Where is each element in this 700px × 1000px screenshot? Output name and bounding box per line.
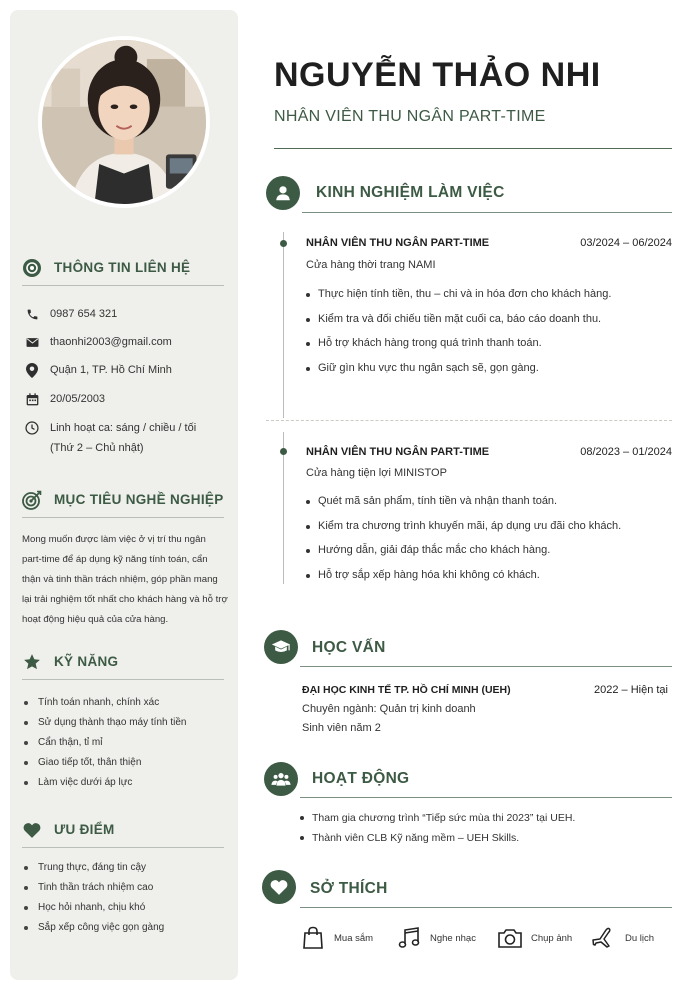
- skills-heading: [22, 650, 224, 680]
- job-date: 03/2024 – 06/2024: [580, 237, 672, 249]
- target-icon: [22, 490, 42, 510]
- contact-availability: [24, 418, 196, 458]
- location-pin-icon: [24, 360, 40, 380]
- list-item: Trung thực, đáng tin cậy: [22, 858, 164, 878]
- candidate-role: NHÂN VIÊN THU NGÂN PART-TIME: [274, 108, 546, 125]
- strengths-heading-label: ƯU ĐIỂM: [54, 822, 115, 837]
- list-item: Hỗ trợ sắp xếp hàng hóa khi không có khách.: [306, 563, 621, 588]
- job-title: NHÂN VIÊN THU NGÂN PART-TIME: [306, 446, 490, 458]
- list-item: Quét mã sản phẩm, tính tiền và nhận thanh toán.: [306, 489, 621, 514]
- list-item: Sắp xếp công việc gọn gàng: [22, 918, 164, 938]
- graduation-cap-icon: [264, 630, 298, 664]
- list-item: Giao tiếp tốt, thân thiện: [22, 753, 186, 773]
- list-item: Học hỏi nhanh, chịu khó: [22, 898, 164, 918]
- person-badge-icon: [266, 176, 300, 210]
- candidate-name: NGUYỄN THẢO NHI: [274, 56, 601, 94]
- timeline-line: [283, 232, 284, 418]
- education-date: 2022 – Hiện tại: [594, 684, 668, 696]
- skills-heading-label: KỸ NĂNG: [54, 654, 119, 669]
- clock-icon: [24, 418, 40, 438]
- heart-badge-icon: [262, 870, 296, 904]
- list-item: Tinh thần trách nhiệm cao: [22, 878, 164, 898]
- timeline-dot: [280, 448, 287, 455]
- hobby-label: Chụp ảnh: [531, 932, 573, 944]
- address-value: Quận 1, TP. Hồ Chí Minh: [50, 364, 172, 376]
- job-task-list: [306, 282, 611, 380]
- list-item: Kiểm tra và đối chiếu tiền mặt cuối ca, báo cáo doanh thu.: [306, 307, 611, 332]
- activities-divider: [300, 797, 672, 798]
- profile-photo: [38, 36, 210, 208]
- heart-icon: [22, 820, 42, 840]
- objective-text: Mong muốn được làm việc ở vị trí thu ngân part-time để áp dụng kỹ năng tính toán, cẩn thận và tinh thần trách nhiệm, góp phần mang lại trải nghiệm tốt nhất cho khách hàng và hỗ trợ hoạt động hiệu quả của cửa hàng.: [22, 534, 228, 625]
- music-note-icon: [396, 924, 422, 952]
- experience-heading: KINH NGHIỆM LÀM VIỆC: [316, 184, 505, 201]
- skills-list: [22, 693, 186, 793]
- hobby-item: [396, 924, 476, 952]
- envelope-icon: [24, 332, 40, 352]
- hobby-label: Nghe nhạc: [430, 932, 476, 944]
- job-separator: [266, 420, 672, 421]
- activities-heading: HOẠT ĐỘNG: [312, 770, 410, 787]
- list-item: Tham gia chương trình “Tiếp sức mùa thi 2023” tại UEH.: [300, 808, 575, 828]
- list-item: Cẩn thận, tỉ mỉ: [22, 733, 186, 753]
- list-item: Thực hiện tính tiền, thu – chi và in hóa đơn cho khách hàng.: [306, 282, 611, 307]
- contact-email: [24, 332, 172, 352]
- list-item: Hỗ trợ khách hàng trong quá trình thanh toán.: [306, 331, 611, 356]
- camera-icon: [497, 924, 523, 952]
- objective-heading: [22, 488, 224, 518]
- list-item: Kiểm tra chương trình khuyến mãi, áp dụng ưu đãi cho khách.: [306, 514, 621, 539]
- phone-icon: [24, 304, 40, 324]
- contact-heading-label: THÔNG TIN LIÊN HỆ: [54, 260, 191, 275]
- list-item: Làm việc dưới áp lực: [22, 773, 186, 793]
- calendar-icon: [24, 389, 40, 409]
- hobby-label: Mua sắm: [334, 932, 374, 944]
- phone-value[interactable]: 0987 654 321: [50, 308, 118, 320]
- birthday-value: 20/05/2003: [50, 393, 106, 405]
- objective-heading-label: MỤC TIÊU NGHỀ NGHIỆP: [54, 492, 224, 507]
- job-place: Cửa hàng thời trang NAMI: [306, 259, 436, 271]
- contact-address: [24, 360, 172, 380]
- contact-phone: [24, 304, 117, 324]
- title-divider: [274, 148, 672, 149]
- activities-list: [300, 808, 575, 848]
- job-place: Cửa hàng tiện lợi MINISTOP: [306, 467, 447, 479]
- list-item: Hướng dẫn, giải đáp thắc mắc cho khách hàng.: [306, 538, 621, 563]
- experience-divider: [302, 212, 672, 213]
- hobbies-divider: [300, 907, 672, 908]
- education-school: ĐẠI HỌC KINH TẾ TP. HỒ CHÍ MINH (UEH): [302, 684, 511, 696]
- hobbies-heading: SỞ THÍCH: [310, 880, 388, 897]
- hobby-item: [591, 924, 654, 952]
- job-date: 08/2023 – 01/2024: [580, 446, 672, 458]
- star-icon: [22, 652, 42, 672]
- strengths-list: [22, 858, 164, 938]
- email-value[interactable]: thaonhi2003@gmail.com: [50, 336, 172, 348]
- hobby-item: [300, 924, 373, 952]
- contact-birthday: [24, 389, 105, 409]
- job-task-list: [306, 489, 621, 587]
- contact-heading: [22, 256, 224, 286]
- availability-line1: Linh hoạt ca: sáng / chiều / tối: [50, 422, 197, 434]
- job-title: NHÂN VIÊN THU NGÂN PART-TIME: [306, 237, 490, 249]
- group-people-icon: [264, 762, 298, 796]
- availability-line2: (Thứ 2 – Chủ nhật): [50, 442, 144, 454]
- education-major: Chuyên ngành: Quản trị kinh doanh: [302, 703, 476, 715]
- hobby-item: [497, 924, 572, 952]
- airplane-icon: [591, 924, 617, 952]
- list-item: Giữ gìn khu vực thu ngân sạch sẽ, gọn gàng.: [306, 356, 611, 381]
- hobby-label: Du lịch: [625, 932, 655, 944]
- shopping-bag-icon: [300, 924, 326, 952]
- education-year: Sinh viên năm 2: [302, 722, 381, 734]
- education-divider: [300, 666, 672, 667]
- timeline-dot: [280, 240, 287, 247]
- contact-circle-icon: [22, 258, 42, 278]
- list-item: Sử dụng thành thạo máy tính tiền: [22, 713, 186, 733]
- list-item: Thành viên CLB Kỹ năng mềm – UEH Skills.: [300, 828, 575, 848]
- education-heading: HỌC VẤN: [312, 639, 386, 656]
- strengths-heading: [22, 818, 224, 848]
- list-item: Tính toán nhanh, chính xác: [22, 693, 186, 713]
